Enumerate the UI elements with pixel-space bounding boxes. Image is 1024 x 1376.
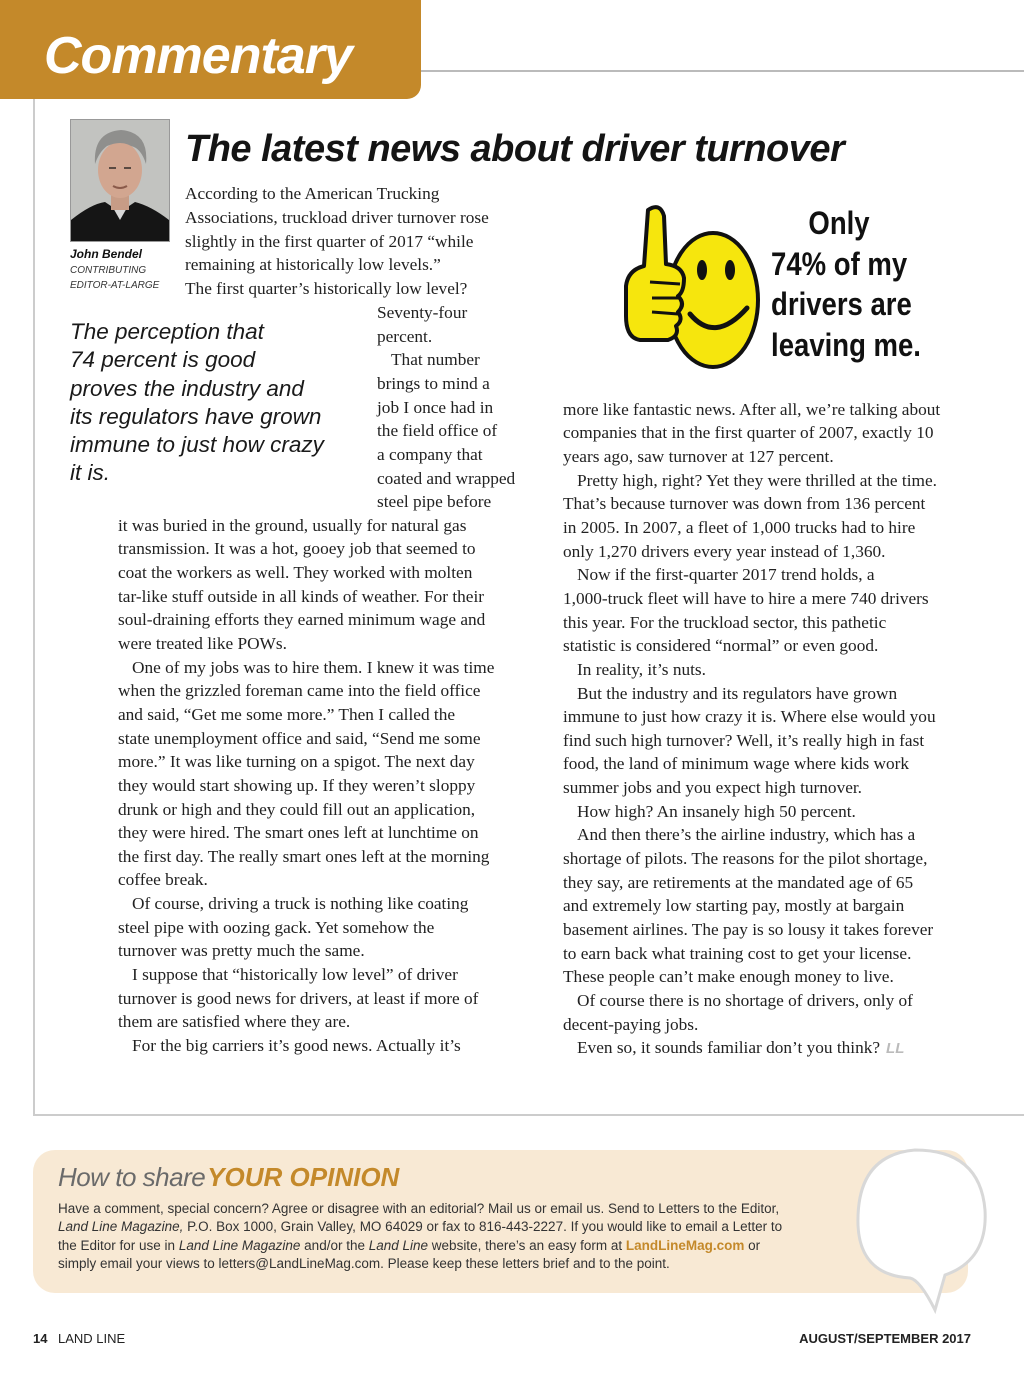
text-line: And then there’s the airline industry, which has a [577,825,916,844]
text-line-last [577,1036,904,1061]
thumbs-up-smiley-icon [620,196,760,372]
text-line: 1,000-truck fleet will have to hire a mere 740 drivers [563,589,929,608]
pull-quote-line: immune to just how crazy [70,432,324,458]
bottom-rule [33,1114,1024,1116]
text-line: That number [391,350,480,369]
text-line: Associations, truckload driver turnover rose [185,208,489,227]
pull-quote-line: its regulators have grown [70,403,322,429]
pull-quote [70,318,324,488]
text-line: Now if the first-quarter 2017 trend holds, a [577,565,875,584]
text-line: How high? An insanely high 50 percent. [577,802,856,821]
text-line: more like fantastic news. After all, we’re talking about [563,400,941,419]
text-line: were treated like POWs. [118,634,287,653]
text-line: and said, “Get me some more.” Then I called the [118,705,456,724]
opinion-text-line: Have a comment, special concern? Agree or disagree with an editorial? Mail us or email us. Send to Letters to the Editor, [58,1201,780,1216]
text-line: soul-draining efforts they earned minimum wage and [118,610,486,629]
text-line: job I once had in [377,398,494,417]
graphic-caption-line: drivers are [771,286,912,322]
graphic-caption-line: leaving me. [771,326,921,363]
opinion-text-line [58,1237,760,1255]
text-line: For the big carriers it’s good news. Actually it’s [132,1036,461,1055]
text-line: only 1,270 drivers every year instead of 1,360. [563,542,886,561]
top-rule [421,70,1024,72]
text-line: Seventy-four [377,303,468,322]
magazine-name: Land Line Magazine, [58,1219,184,1234]
text-line: in 2005. In 2007, a fleet of 1,000 trucks had to hire [563,518,916,537]
text-line: a company that [377,445,483,464]
text-line: find such high turnover? Well, it’s really high in fast [563,731,925,750]
headline: The latest news about driver turnover [185,128,845,170]
text-line: it was buried in the ground, usually for natural gas [118,516,467,535]
text-line: companies that in the first quarter of 2007, exactly 10 [563,423,934,442]
text-line: That’s because turnover was down from 136 percent [563,494,926,513]
text-line: Pretty high, right? Yet they were thrilled at the time. [577,471,937,490]
text-line: coated and wrapped [377,469,516,488]
text-line: decent-paying jobs. [563,1015,699,1034]
website-link[interactable]: LandLineMag.com [625,1238,745,1253]
text-line: brings to mind a [377,374,490,393]
text-line: tar-like stuff outside in all kinds of weather. For their [118,587,485,606]
text-line: steel pipe before [377,492,492,511]
text-line: percent. [377,327,433,346]
text-line: to earn back what training cost to get your license. [563,944,912,963]
speech-bubble-icon [840,1130,990,1320]
magazine-name: Land Line Magazine [178,1238,301,1253]
text-line: food, the land of minimum wage where kids work [563,754,910,773]
text-line: the field office of [377,421,498,440]
graphic-caption-line: 74% of my [771,245,908,282]
text-line: I suppose that “historically low level” of driver [132,965,458,984]
left-rule [33,99,35,1115]
end-mark: LL [886,1040,905,1057]
section-title: Commentary [44,27,352,85]
pull-quote-line: it is. [70,460,111,486]
text-line: basement airlines. The pay is so lousy it takes forever [563,920,934,939]
opinion-text-segment: or [744,1238,761,1253]
text-line: coffee break. [118,870,208,889]
text-line: But the industry and its regulators have grown [577,684,898,703]
text-line: Of course there is no shortage of drivers, only of [577,991,913,1010]
text-line: drunk or high and they could fill out an application, [118,800,476,819]
opinion-text-segment: the Editor for use in [58,1238,179,1253]
text-line: According to the American Trucking [185,184,440,203]
text-line: turnover was pretty much the same. [118,941,365,960]
text-line: when the grizzled foreman came into the field office [118,681,481,700]
text-line: summer jobs and you expect high turnover. [563,778,863,797]
page-number: 14 [33,1331,48,1346]
author-photo [70,119,170,242]
text-line: One of my jobs was to hire them. I knew it was time [132,658,495,677]
author-role: CONTRIBUTING EDITOR-AT-LARGE [70,265,160,291]
opinion-title [58,1162,399,1193]
text-line: remaining at historically low levels.” [185,255,441,274]
text-line: immune to just how crazy it is. Where else would you [563,707,936,726]
opinion-text-line [58,1218,782,1236]
opinion-text-segment: P.O. Box 1000, Grain Valley, MO 64029 or fax to 816-443-2227. If you would like to email a Letter to [183,1219,783,1234]
text-line: statistic is considered “normal” or even good. [563,636,879,655]
opinion-text-segment: and/or the [300,1238,369,1253]
text-line: Even so, it sounds familiar don’t you think? [577,1038,881,1057]
text-line: The first quarter’s historically low level? [185,279,468,298]
pull-quote-line: The perception that [70,319,264,344]
text-line: years ago, saw turnover at 127 percent. [563,447,834,466]
text-line: transmission. It was a hot, gooey job that seemed to [118,539,476,558]
graphic-caption [771,203,921,365]
pull-quote-line: 74 percent is good [70,347,256,373]
text-line: turnover is good news for drivers, at least if more of [118,989,479,1008]
text-line: they were hired. The smart ones left at lunchtime on [118,823,479,842]
text-line: steel pipe with oozing gack. Yet somehow the [118,918,435,937]
text-line: more.” It was like turning on a spigot. The next day [118,752,475,771]
website-name: Land Line [368,1238,429,1253]
text-line: they say, are retirements at the mandated age of 65 [563,873,914,892]
text-line: In reality, it’s nuts. [577,660,706,679]
text-line: state unemployment office and said, “Send me some [118,729,481,748]
text-line: Of course, driving a truck is nothing like coating [132,894,469,913]
opinion-title-lead: How to share [58,1162,206,1192]
pull-quote-line: proves the industry and [70,375,304,401]
text-line: coat the workers as well. They worked with molten [118,563,473,582]
footer-magazine: LAND LINE [58,1331,126,1346]
text-line: them are satisfied where they are. [118,1012,351,1031]
text-line: slightly in the first quarter of 2017 “while [185,232,474,251]
footer-issue: AUGUST/SEPTEMBER 2017 [799,1331,971,1346]
text-line: this year. For the truckload sector, this pathetic [563,613,887,632]
text-line: the first day. The really smart ones left at the morning [118,847,490,866]
text-line: shortage of pilots. The reasons for the pilot shortage, [563,849,928,868]
opinion-text-segment: website, there’s an easy form at [428,1238,626,1253]
author-name: John Bendel [70,247,143,261]
text-line: These people can’t make enough money to live. [563,967,894,986]
text-line: they would start showing up. If they weren’t sloppy [118,776,476,795]
text-line: and extremely low starting pay, mostly at bargain [563,896,905,915]
opinion-text-line: simply email your views to letters@LandLineMag.com. Please keep these letters brief and to the point. [58,1256,670,1271]
graphic-caption-line: Only [808,205,870,241]
opinion-title-emphasis: YOUR OPINION [207,1162,400,1192]
